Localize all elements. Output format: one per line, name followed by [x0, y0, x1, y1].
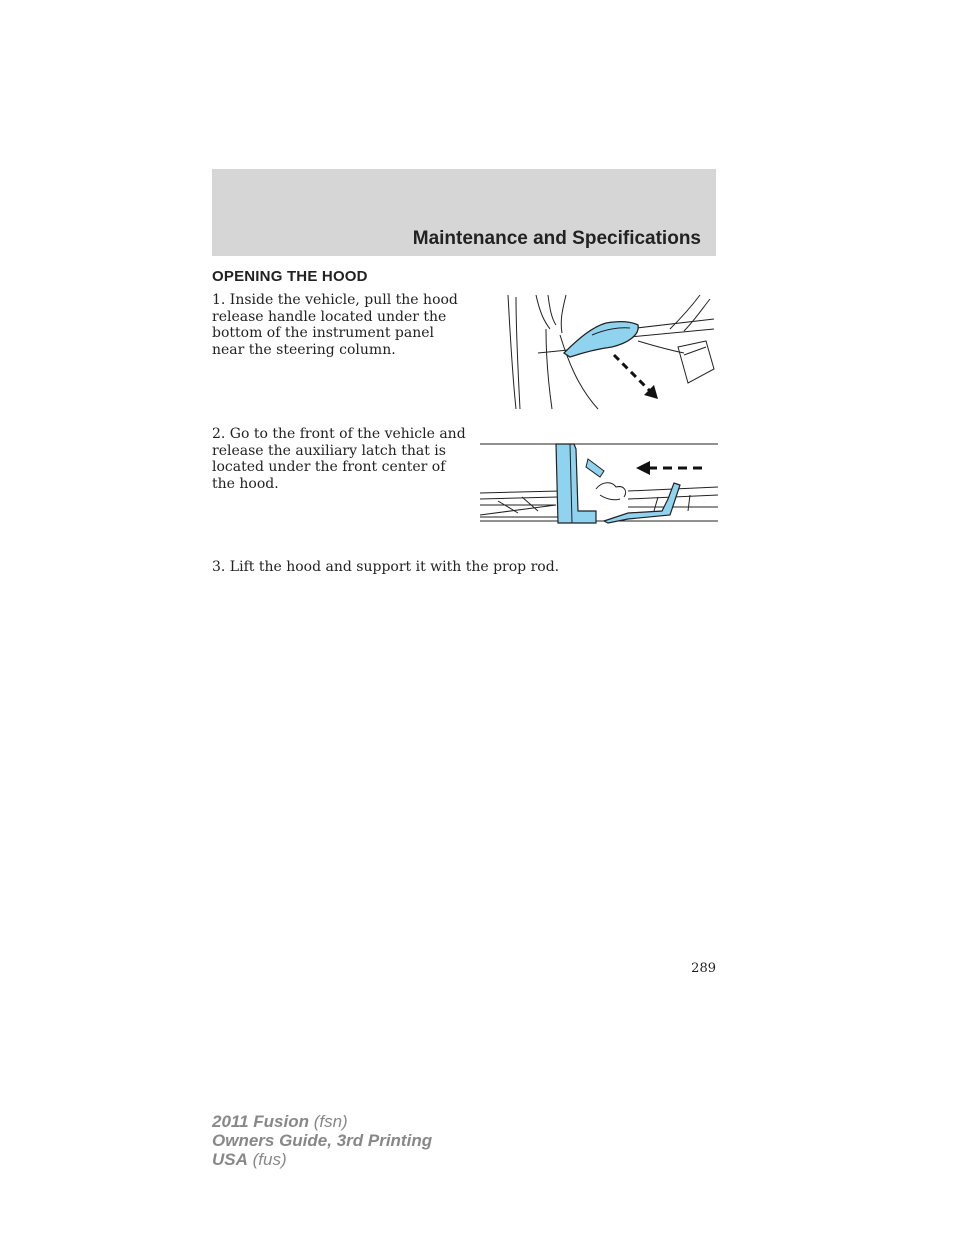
hood-release-handle-illustration — [488, 291, 718, 413]
step-3-text: 3. Lift the hood and support it with the prop rod. — [212, 559, 560, 575]
section-header-title: Maintenance and Specifications — [412, 228, 701, 249]
auxiliary-latch-illustration — [478, 441, 720, 525]
footer-guide-edition: Owners Guide, 3rd Printing — [212, 1131, 433, 1150]
footer-line-1 — [212, 1112, 432, 1131]
hood-latch-icon — [556, 444, 596, 523]
page-number: 289 — [691, 961, 716, 976]
footer-line-2 — [212, 1131, 432, 1150]
hood-release-handle-icon — [564, 322, 638, 357]
footer-line-3 — [212, 1150, 432, 1169]
document-footer — [212, 1112, 432, 1169]
release-direction-arrow-icon — [636, 461, 650, 475]
step-1-text: 1. Inside the vehicle, pull the hood release handle located under the bottom of the instrument panel near the steering column. — [212, 292, 458, 358]
footer-market: USA — [212, 1150, 248, 1169]
section-header-band — [212, 169, 716, 256]
section-heading: OPENING THE HOOD — [212, 268, 368, 285]
footer-market-code: (fus) — [247, 1150, 287, 1169]
footer-model: 2011 Fusion — [212, 1112, 309, 1131]
footer-model-code: (fsn) — [309, 1112, 348, 1131]
pull-direction-arrow-icon — [644, 385, 658, 399]
step-2-text: 2. Go to the front of the vehicle and release the auxiliary latch that is located under the front center of the hood. — [212, 426, 466, 492]
